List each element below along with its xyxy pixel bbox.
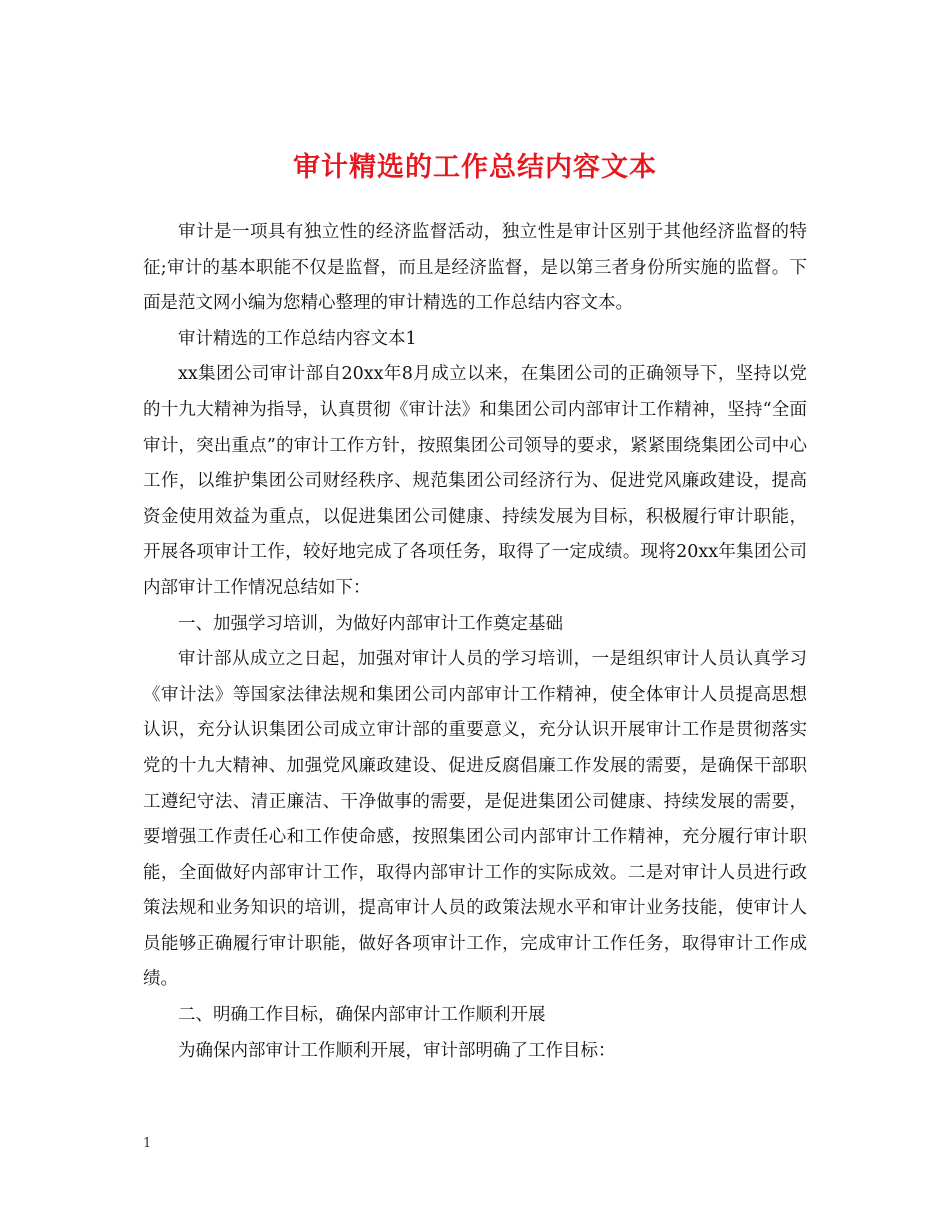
- document-body: [143, 215, 807, 1069]
- paragraph-intro: 审计是一项具有独立性的经济监督活动，独立性是审计区别于其他经济监督的特征;审计的基本职能不仅是监督，而且是经济监督，是以第三者身份所实施的监督。下面是范文网小编为您精心整理的审计精选的工作总结内容文本。: [143, 222, 807, 314]
- page-number: 1: [143, 1136, 152, 1151]
- paragraph-goals: 为确保内部审计工作顺利开展，审计部明确了工作目标：: [178, 1040, 616, 1061]
- paragraph-overview: xx集团公司审计部自20xx年8月成立以来，在集团公司的正确领导下，坚持以党的十九大精神为指导，认真贯彻《审计法》和集团公司内部审计工作精神，坚持“全面审计，突出重点”的审计工作方针，按照集团公司领导的要求，紧紧围绕集团公司中心工作，以维护集团公司财经秩序、规范集团公司经济行为、促进党风廉政建设，提高资金使用效益为重点，以促进集团公司健康、持续发展为目标，积极履行审计职能，开展各项审计工作，较好地完成了各项任务，取得了一定成绩。现将20xx年集团公司内部审计工作情况总结如下：: [143, 364, 807, 598]
- paragraph-training: 审计部从成立之日起，加强对审计人员的学习培训，一是组织审计人员认真学习《审计法》等国家法律法规和集团公司内部审计工作精神，使全体审计人员提高思想认识，充分认识集团公司成立审计部的重要意义，充分认识开展审计工作是贯彻落实党的十九大精神、加强党风廉政建设、促进反腐倡廉工作发展的需要，是确保干部职工遵纪守法、清正廉洁、干净做事的需要，是促进集团公司健康、持续发展的需要，要增强工作责任心和工作使命感，按照集团公司内部审计工作精神，充分履行审计职能，全面做好内部审计工作，取得内部审计工作的实际成效。二是对审计人员进行政策法规和业务知识的培训，提高审计人员的政策法规水平和审计业务技能，使审计人员能够正确履行审计职能，做好各项审计工作，完成审计工作任务，取得审计工作成绩。: [143, 649, 807, 990]
- section-heading-1: 一、加强学习培训，为做好内部审计工作奠定基础: [178, 613, 563, 634]
- document-title: 审计精选的工作总结内容文本: [293, 152, 657, 183]
- paragraph-subtitle: 审计精选的工作总结内容文本1: [178, 328, 417, 349]
- section-heading-2: 二、明确工作目标，确保内部审计工作顺利开展: [178, 1005, 546, 1026]
